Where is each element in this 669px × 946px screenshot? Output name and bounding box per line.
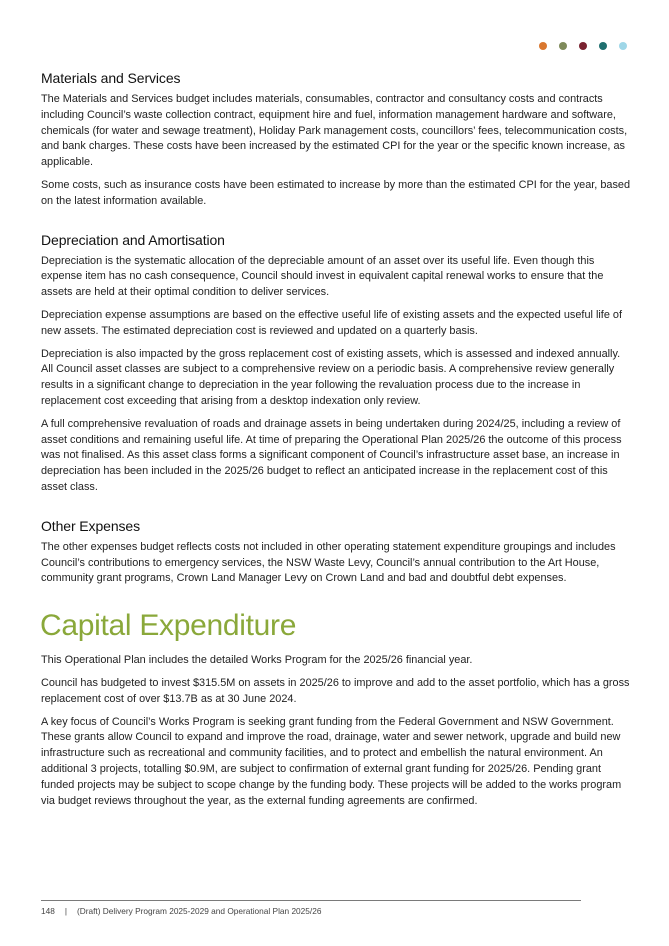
footer (41, 906, 321, 916)
depreciation-paragraph: Depreciation is also impacted by the gross replacement cost of existing assets, which is assessed and indexed annually. All Council asset classes are subject to a comprehensive review on a periodic basis. A comprehensive review generally results in a significant change to depreciation in the year following the revaluation process due to the increase in replacement cost exceeding that arising from a desktop indexation only review. (41, 347, 621, 407)
dot-teal (599, 42, 607, 50)
footer-separator: | (64, 906, 67, 916)
capital-expenditure-section (41, 609, 631, 809)
decorative-dots (539, 42, 627, 50)
page-number: 148 (41, 906, 55, 916)
materials-paragraph: Some costs, such as insurance costs have been estimated to increase by more than the estimated CPI for the year, based on the latest information available. (41, 178, 631, 207)
dot-maroon (579, 42, 587, 50)
materials-paragraph: The Materials and Services budget includes materials, consumables, contractor and consultancy costs and contracts including Council’s waste collection contract, equipment hire and fuel, information management hardware and software, chemicals (for water and sewage treatment), Holiday Park management costs, councillors’ fees, telecommunication costs, and bank charges. These costs have been increased by the estimated CPI for the year or the specific known increase, as applicable. (41, 93, 628, 169)
depreciation-section (41, 232, 631, 496)
other-expenses-section (41, 518, 631, 587)
capital-paragraph: This Operational Plan includes the detailed Works Program for the 2025/26 financial year. (41, 654, 473, 667)
depreciation-paragraph: Depreciation expense assumptions are based on the effective useful life of existing assets and the expected useful life of new assets. The estimated depreciation cost is reviewed and updated on a quarterly basis. (41, 308, 622, 337)
capital-paragraph: A key focus of Council’s Works Program is seeking grant funding from the Federal Government and NSW Government. These grants allow Council to expand and improve the road, drainage, water and sewer network, upgrade and build new infrastructure such as recreational and community facilities, and to protect and embellish the natural environment. An additional 3 projects, totalling $0.9M, are subject to confirmation of external grant funding for 2025/26. Pending grant funded projects may be subject to scope change by the funding body. These projects will be added to the works program via budget reviews throughout the year, as the external funding agreements are confirmed. (41, 715, 622, 807)
depreciation-paragraph: Depreciation is the systematic allocation of the depreciable amount of an asset over its useful life. Even though this expense item has no cash consequence, Council should invest in equivalent capital renewal works to ensure that the assets are held at their optimal condition to deliver services. (41, 254, 604, 299)
depreciation-heading: Depreciation and Amortisation (41, 231, 225, 248)
footer-divider (41, 900, 581, 901)
dot-olive (559, 42, 567, 50)
other-expenses-paragraph: The other expenses budget reflects costs not included in other operating statement expenditure groupings and includes Council’s contributions to emergency services, the NSW Waste Levy, Council’s annual contribution to the Art House, community grant programs, Crown Land Manager Levy on Crown Land and bad and doubtful debt expenses. (41, 540, 616, 585)
capital-expenditure-title: Capital Expenditure (40, 609, 297, 643)
dot-light-blue (619, 42, 627, 50)
other-expenses-heading: Other Expenses (41, 517, 140, 534)
footer-document-title: (Draft) Delivery Program 2025-2029 and Operational Plan 2025/26 (77, 906, 322, 916)
capital-paragraph: Council has budgeted to invest $315.5M on assets in 2025/26 to improve and add to the asset portfolio, which has a gross replacement cost of over $13.7B as at 30 June 2024. (41, 676, 630, 705)
page-content (41, 70, 631, 816)
materials-section (41, 70, 631, 210)
materials-heading: Materials and Services (41, 70, 181, 86)
dot-orange (539, 42, 547, 50)
depreciation-paragraph: A full comprehensive revaluation of roads and drainage assets in being undertaken during 2024/25, including a review of asset conditions and remaining useful life. At time of preparing the Operational Plan 2025/26 the outcome of this process was not finalised. As this asset class forms a significant component of Council’s infrastructure asset base, an increase in depreciation has been included in the 2025/26 budget to reflect an anticipated increase in the replacement cost of this asset class. (41, 417, 622, 493)
